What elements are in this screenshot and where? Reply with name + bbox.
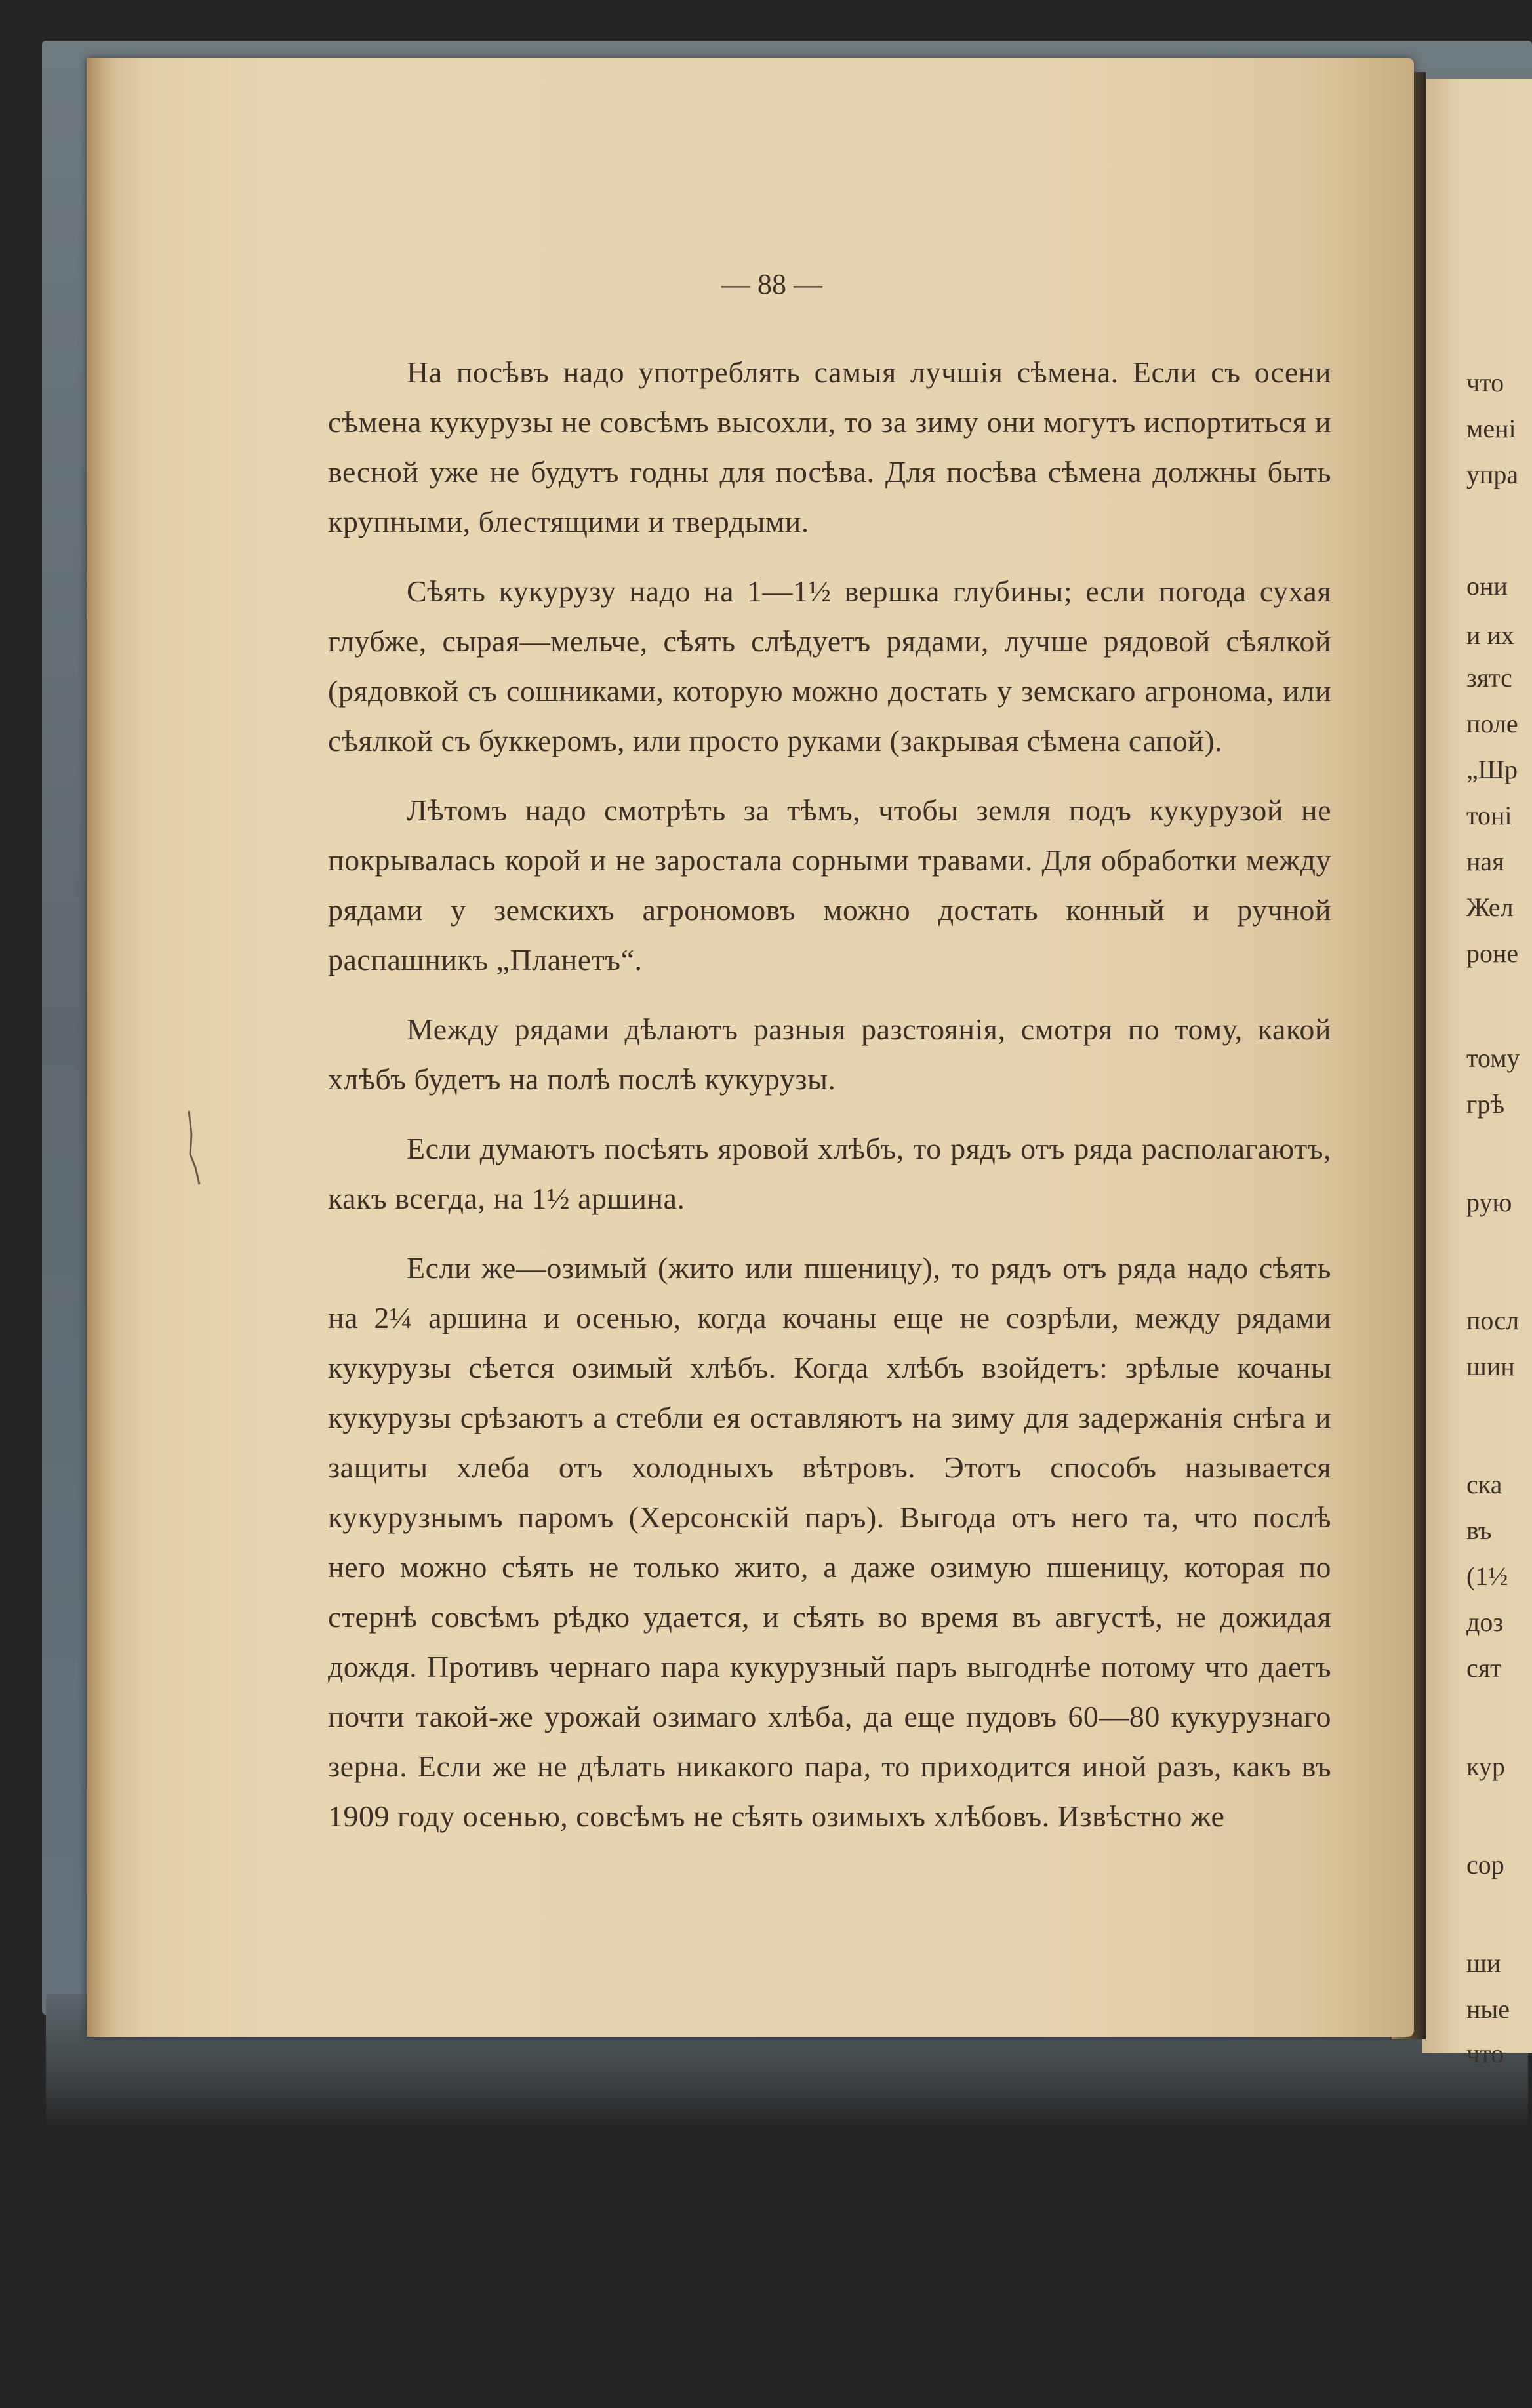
facing-page-fragment: они	[1466, 571, 1508, 601]
paragraph: Лѣтомъ надо смотрѣть за тѣмъ, чтобы земля подъ кукурузой не покрывалась корой и не заростала сорными травами. Для обработки между рядами у земскихъ агрономовъ можно достать конный и ручной распашникъ „Планетъ“.	[328, 793, 1331, 976]
facing-page-fragment: грѣ	[1466, 1089, 1505, 1119]
facing-page-fragment: мені	[1466, 414, 1516, 443]
facing-page-fragment: сят	[1466, 1653, 1502, 1683]
facing-page-fragment: ши	[1466, 1948, 1501, 1978]
facing-page-fragment: роне	[1466, 938, 1519, 968]
facing-page-fragment: ска	[1466, 1470, 1502, 1499]
paragraph: Если же—озимый (жито или пшеницу), то рядъ отъ ряда надо сѣять на 2¼ аршина и осенью, когда кочаны еще не созрѣли, между рядами кукурузы сѣется озимый хлѣбъ. Когда хлѣбъ взойдетъ: зрѣлые кочаны кукурузы срѣзаютъ а стебли ея оставляютъ на зиму для задержанія снѣга и защиты хлеба отъ холодныхъ вѣтровъ. Этотъ способъ называется кукурузнымъ паромъ (Херсонскій паръ). Выгода отъ него та, что послѣ него можно сѣять не только жито, а даже озимую пшеницу, которая по стернѣ совсѣмъ рѣдко удается, и сѣять во время въ августѣ, не дожидая дождя. Противъ чернаго пара кукурузный паръ выгоднѣе потому что даетъ почти такой-же урожай озимаго хлѣба, да еще пудовъ 60—80 кукурузнаго зерна. Если же не дѣлать никакого пара, то приходится иной разъ, какъ въ 1909 году осенью, совсѣмъ не сѣять озимыхъ хлѣбовъ. Извѣстно же	[328, 1251, 1331, 1833]
page-number: — 88 —	[721, 268, 822, 300]
facing-page-fragment: сор	[1466, 1850, 1504, 1879]
paragraph: Между рядами дѣлаютъ разныя разстоянія, смотря по тому, какой хлѣбъ будетъ на полѣ послѣ кукурузы.	[328, 1013, 1331, 1096]
facing-page-fragment: доз	[1466, 1607, 1504, 1637]
facing-page-fragment: рую	[1466, 1188, 1512, 1217]
facing-page-fragment: „Шр	[1466, 755, 1518, 784]
facing-page-fragment: кур	[1466, 1752, 1505, 1781]
facing-page-fragment: поле	[1466, 709, 1518, 738]
facing-page-fragment: шин	[1466, 1352, 1515, 1381]
facing-page-fragment: ная	[1466, 847, 1504, 876]
facing-page-fragment: и их	[1466, 620, 1514, 650]
facing-page-fragment: тому	[1466, 1043, 1520, 1073]
facing-page-fragment: (1½	[1466, 1561, 1508, 1591]
paragraph: Если думаютъ посѣять яровой хлѣбъ, то рядъ отъ ряда располагаютъ, какъ всегда, на 1½ аршина.	[328, 1132, 1331, 1215]
facing-page-fragment: зятс	[1466, 663, 1512, 692]
facing-page-fragment: что	[1466, 2039, 1504, 2068]
facing-page-fragment: ные	[1466, 1994, 1510, 2024]
pencil-mark-icon	[185, 1108, 202, 1187]
facing-page-fragment: упра	[1466, 460, 1519, 489]
facing-page-fragment: въ	[1466, 1515, 1492, 1545]
facing-page-fragment: посл	[1466, 1306, 1520, 1335]
page-body	[328, 269, 1331, 1861]
facing-page-fragment: что	[1466, 368, 1504, 397]
facing-page-fragment: тоні	[1466, 801, 1512, 830]
page-edge-shadow	[87, 58, 118, 2037]
facing-page-fragment: Жел	[1466, 893, 1514, 922]
paragraph: Сѣять кукурузу надо на 1—1½ вершка глубины; если погода сухая глубже, сырая—мельче, сѣять слѣдуетъ рядами, лучше рядовой сѣялкой (рядовкой съ сошниками, которую можно достать у земскаго агронома, или сѣялкой съ буккеромъ, или просто руками (закрывая сѣмена сапой).	[328, 574, 1331, 757]
paragraph: На посѣвъ надо употреблять самыя лучшія сѣмена. Если съ осени сѣмена кукурузы не совсѣмъ высохли, то за зиму они могутъ испортиться и весной уже не будутъ годны для посѣва. Для посѣва сѣмена должны быть крупными, блестящими и твердыми.	[328, 355, 1331, 538]
